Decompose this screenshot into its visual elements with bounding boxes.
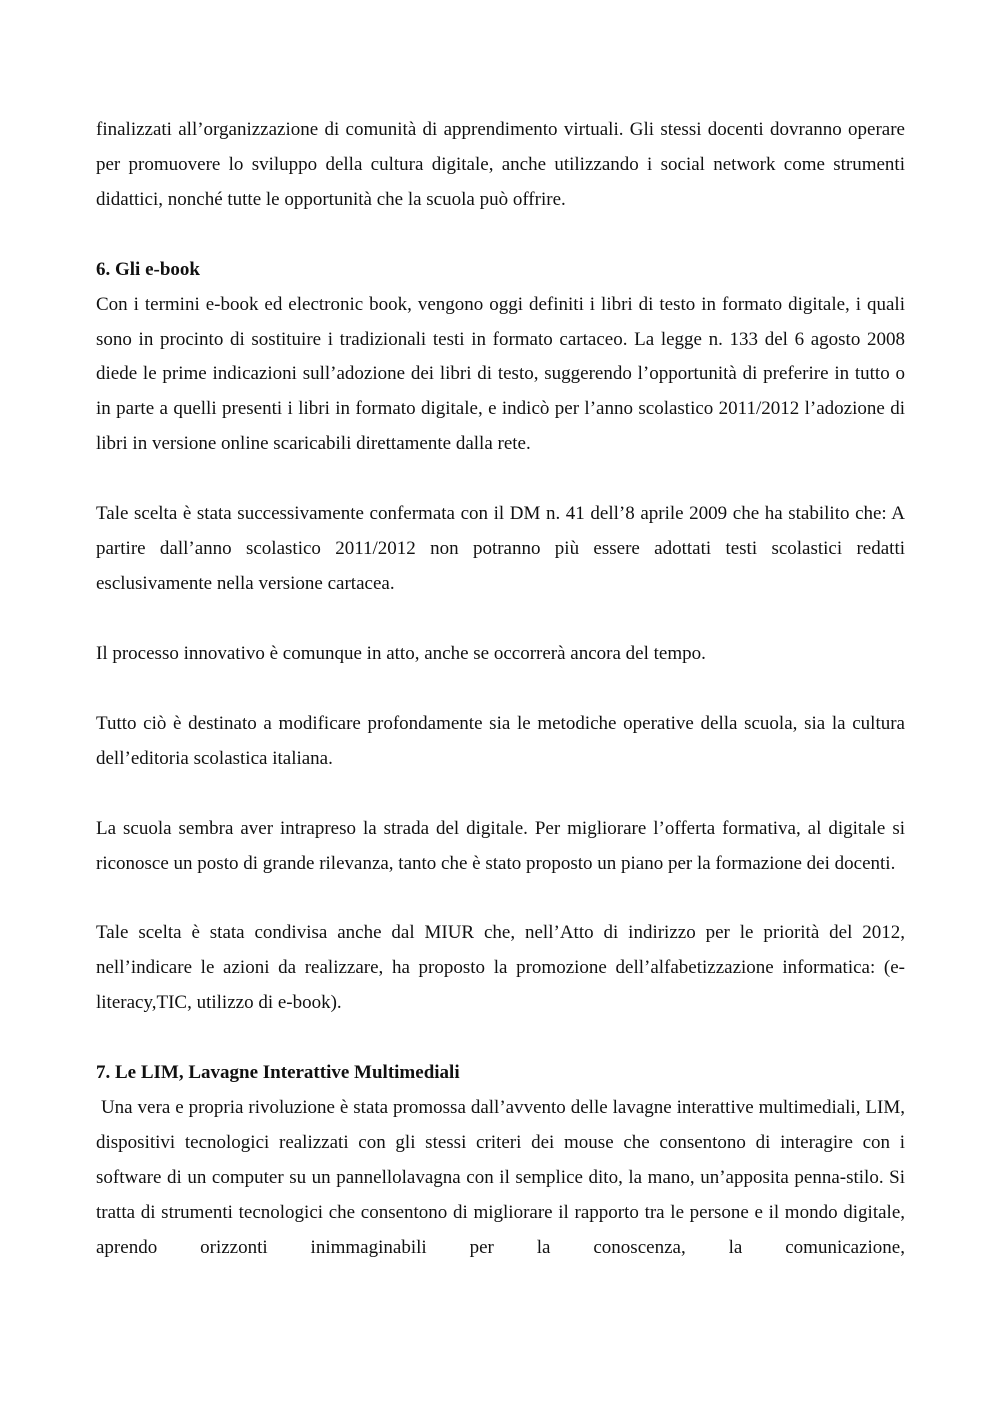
spacer [96, 218, 905, 253]
section-6-paragraph-1: Con i termini e-book ed electronic book, vengono oggi definiti i libri di testo in formato digitale, i quali sono in procinto di sostituire i tradizionali testi in formato cartaceo. La legge n. 133 del 6 agosto 2008 diede le prime indicazioni sull’adozione dei libri di testo, suggerendo l’opportunità di preferire in tutto o in parte a quelli presenti i libri in formato digitale, e indicò per l’anno scolastico 2011/2012 l’adozione di libri in versione online scaricabili direttamente dalla rete. [96, 293, 905, 455]
section-7-heading: 7. Le LIM, Lavagne Interattive Multimediali [96, 1062, 460, 1084]
spacer [96, 672, 905, 707]
section-6-paragraph-4: Tutto ciò è destinato a modificare profondamente sia le metodiche operative della scuola, sia la cultura dell’editoria scolastica italiana. [96, 712, 905, 769]
spacer [96, 881, 905, 916]
section-6-paragraph-3: Il processo innovativo è comunque in atto, anche se occorrerà ancora del tempo. [96, 642, 706, 664]
section-6-heading: 6. Gli e-book [96, 258, 200, 280]
section-6-paragraph-2: Tale scelta è stata successivamente confermata con il DM n. 41 dell’8 aprile 2009 che ha stabilito che: A partire dall’anno scolastico 2011/2012 non potranno più essere adottati testi scolastici redatti esclusivamente nella versione cartacea. [96, 503, 905, 594]
section-7-paragraph: Una vera e propria rivoluzione è stata promossa dall’avvento delle lavagne interattive multimediali, LIM, dispositivi tecnologici realizzati con gli stessi criteri dei mouse che consentono di interagire con i software di un computer su un pannellolavagna con il semplice dito, la mano, un’apposita penna-stilo. Si tratta di strumenti tecnologici che consentono di migliorare il rapporto tra le persone e il mondo digitale, aprendo orizzonti inimmaginabili per la conoscenza, la comunicazione, [96, 1097, 910, 1258]
spacer [96, 602, 905, 637]
spacer [96, 462, 905, 497]
spacer [96, 777, 905, 812]
document-page [96, 113, 910, 1266]
intro-paragraph: finalizzati all’organizzazione di comunità di apprendimento virtuali. Gli stessi docenti dovranno operare per promuovere lo sviluppo della cultura digitale, anche utilizzando i social network come strumenti didattici, nonché tutte le opportunità che la scuola può offrire. [96, 119, 905, 210]
spacer [96, 1021, 905, 1056]
section-6-paragraph-5: La scuola sembra aver intrapreso la strada del digitale. Per migliorare l’offerta formativa, al digitale si riconosce un posto di grande rilevanza, tanto che è stato proposto un piano per la formazione dei docenti. [96, 817, 905, 874]
section-6-paragraph-6: Tale scelta è stata condivisa anche dal MIUR che, nell’Atto di indirizzo per le priorità del 2012, nell’indicare le azioni da realizzare, ha proposto la promozione dell’alfabetizzazione informatica: (e-literacy,TIC, utilizzo di e-book). [96, 922, 905, 1014]
